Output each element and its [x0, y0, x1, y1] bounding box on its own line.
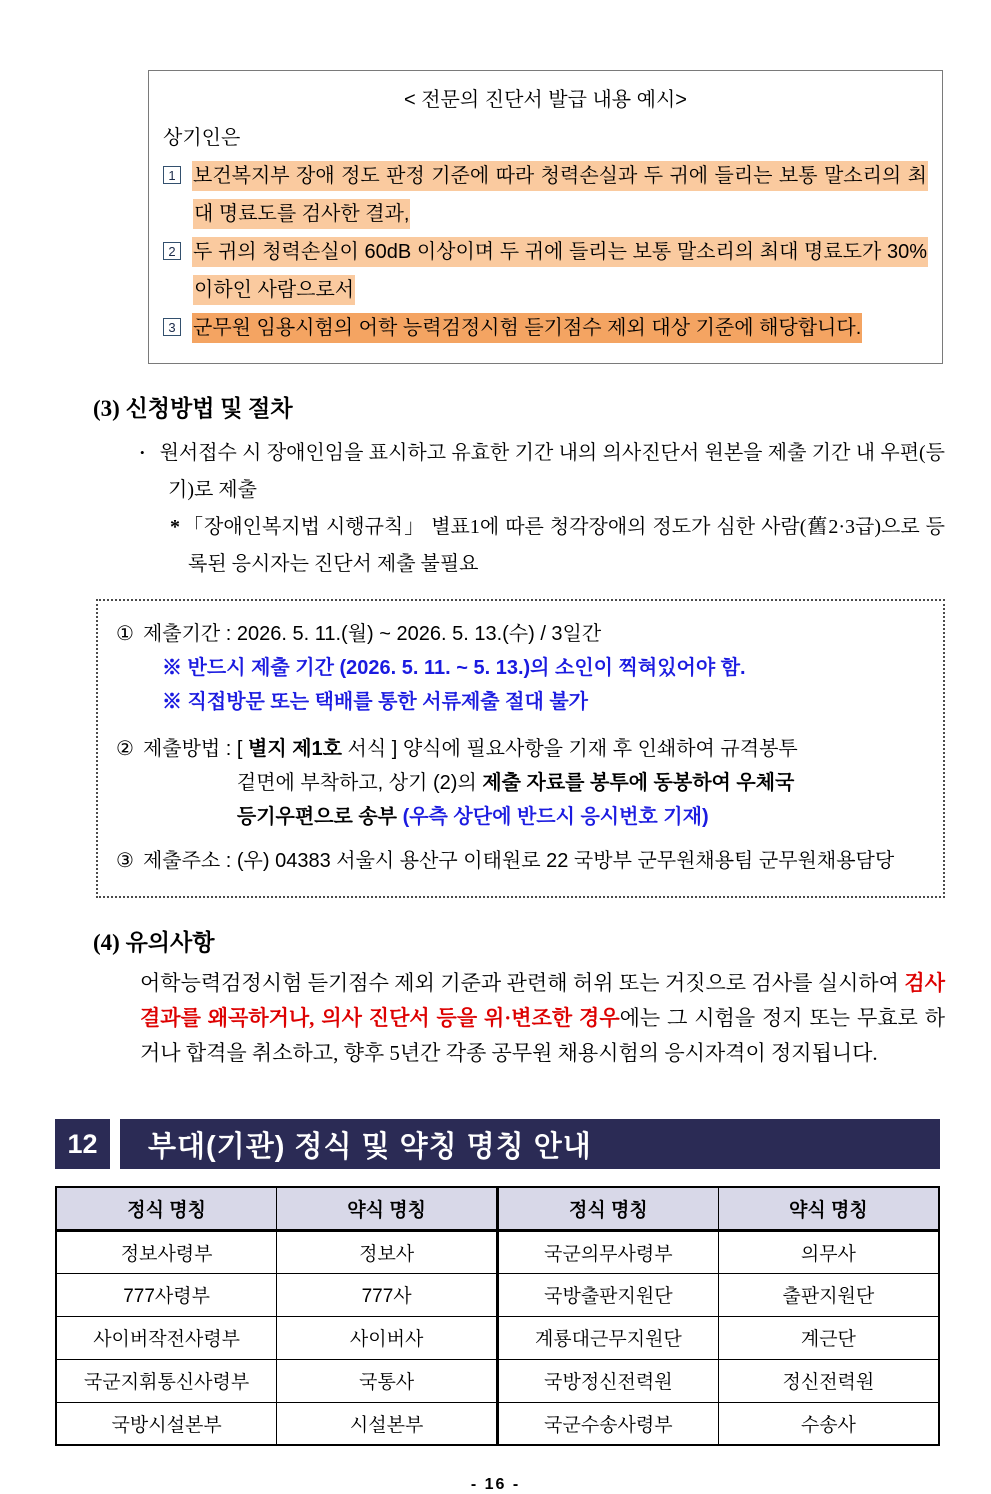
method-line1-post: 서식 ] 양식에 필요사항을 기재 후 인쇄하여 규격봉투	[341, 738, 798, 760]
cell-official-1: 국군지휘통신사령부	[56, 1359, 277, 1402]
precautions-text-red: 검사결과를 왜곡하거나, 의사 진단서 등을 위·변조한 경우	[140, 971, 945, 1030]
cell-short-1: 국통사	[277, 1359, 498, 1402]
precautions-text-pre: 어학능력검정시험 듣기점수 제외 기준과 관련해 허위 또는 거짓으로 검사를 실시하여	[140, 971, 905, 995]
example-item-2	[163, 233, 928, 309]
section-3-heading: (3) 신청방법 및 절차	[93, 396, 293, 421]
submission-method-line-1	[237, 732, 925, 766]
section-4-heading: (4) 유의사항	[93, 930, 215, 955]
method-line3-blue-note: (우측 상단에 반드시 응시번호 기재)	[402, 806, 709, 828]
header-short-name-2: 약식 명칭	[718, 1187, 939, 1230]
boxed-number-3: 3	[163, 318, 181, 336]
boxed-number-1: 1	[163, 166, 181, 184]
example-item-1	[163, 157, 928, 233]
cell-official-2: 국군의무사령부	[498, 1230, 719, 1273]
example-item-3	[163, 309, 928, 347]
cell-official-1: 국방시설본부	[56, 1402, 277, 1445]
section-12-title: 부대(기관) 정식 및 약칭 명칭 안내	[120, 1119, 940, 1169]
cell-official-2: 계룡대근무지원단	[498, 1316, 719, 1359]
method-line1-form-name: 별지 제1호	[248, 738, 342, 760]
method-line1-pre: [	[236, 738, 249, 760]
header-official-name-2: 정식 명칭	[498, 1187, 719, 1230]
cell-short-1: 시설본부	[277, 1402, 498, 1445]
cell-short-1: 사이버사	[277, 1316, 498, 1359]
table-row	[56, 1316, 939, 1359]
submission-method-line-3	[237, 800, 925, 834]
precautions-text-post: 에는 그 시험을 정지 또는 무효로 하거나 합격을 취소하고, 향후 5년간 각종 공무원 채용시험의 응시자격이 정지됩니다.	[140, 1006, 945, 1065]
submission-address-text: 제출주소 : (우) 04383 서울시 용산구 이태원로 22 국방부 군무원채용팀 군무원채용담당	[142, 850, 895, 872]
cell-short-2: 수송사	[718, 1402, 939, 1445]
submission-address-row	[116, 844, 925, 878]
table-row	[56, 1359, 939, 1402]
cell-short-1: 정보사	[277, 1230, 498, 1273]
table-row	[56, 1402, 939, 1445]
cell-short-2: 정신전력원	[718, 1359, 939, 1402]
submission-note-postmark: ※ 반드시 제출 기간 (2026. 5. 11. ~ 5. 13.)의 소인이 찍혀있어야 함.	[162, 657, 746, 679]
application-note-text: 「장애인복지법 시행규칙」 별표1에 따른 청각장애의 정도가 심한 사람(舊2·3급)으로 등록된 응시자는 진단서 제출 불필요	[182, 516, 945, 575]
circled-number-2-icon: ②	[116, 738, 134, 760]
cell-official-2: 국방정신전력원	[498, 1359, 719, 1402]
submission-method-row	[116, 732, 925, 834]
cell-official-1: 777사령부	[56, 1273, 277, 1316]
circled-number-3-icon: ③	[116, 850, 134, 872]
example-item-2-text: 두 귀의 청력손실이 60dB 이상이며 두 귀에 들리는 보통 말소리의 최대 명료도가 30% 이하인 사람으로서	[192, 237, 928, 305]
table-header-row	[56, 1187, 939, 1230]
submission-note-no-visit: ※ 직접방문 또는 택배를 통한 서류제출 절대 불가	[162, 691, 588, 713]
section-12-banner	[55, 1119, 940, 1169]
application-note-paragraph	[170, 509, 945, 583]
cell-short-2: 출판지원단	[718, 1273, 939, 1316]
page-number: - 16 -	[470, 1476, 521, 1493]
example-box-title: < 전문의 진단서 발급 내용 예시>	[404, 89, 687, 111]
example-box-intro: 상기인은	[163, 127, 241, 149]
submission-period-text: 제출기간 : 2026. 5. 11.(월) ~ 2026. 5. 13.(수) / 3일간	[142, 623, 602, 645]
circled-number-1-icon: ①	[116, 623, 134, 645]
bullet-icon: •	[140, 445, 145, 460]
header-short-name-1: 약식 명칭	[277, 1187, 498, 1230]
cell-official-1: 사이버작전사령부	[56, 1316, 277, 1359]
example-item-3-text: 군무원 임용시험의 어학 능력검정시험 듣기점수 제외 대상 기준에 해당합니다.	[192, 313, 862, 343]
submission-method-content	[237, 732, 925, 834]
cell-official-2: 국군수송사령부	[498, 1402, 719, 1445]
method-line2-bold: 제출 자료를 봉투에 동봉하여 우체국	[482, 772, 795, 794]
cell-short-2: 계근단	[718, 1316, 939, 1359]
cell-official-1: 정보사령부	[56, 1230, 277, 1273]
method-line3-bold: 등기우편으로 송부	[236, 806, 403, 828]
example-item-1-text: 보건복지부 장애 정도 판정 기준에 따라 청력손실과 두 귀에 들리는 보통 말소리의 최대 명료도를 검사한 결과,	[192, 161, 928, 229]
cell-official-2: 국방출판지원단	[498, 1273, 719, 1316]
header-official-name-1: 정식 명칭	[56, 1187, 277, 1230]
table-row	[56, 1230, 939, 1273]
document-page	[0, 70, 991, 1493]
section-12-number: 12	[55, 1119, 110, 1169]
application-bullet-text: 원서접수 시 장애인임을 표시하고 유효한 기간 내의 의사진단서 원본을 제출 기간 내 우편(등기)로 제출	[159, 442, 945, 501]
application-bullet-paragraph	[140, 434, 945, 509]
cell-short-1: 777사	[277, 1273, 498, 1316]
unit-names-table	[55, 1186, 940, 1446]
boxed-number-2: 2	[163, 242, 181, 260]
asterisk-icon: *	[170, 516, 180, 538]
diagnosis-example-box	[148, 70, 943, 364]
submission-method-label: 제출방법 :	[142, 738, 237, 760]
cell-short-2: 의무사	[718, 1230, 939, 1273]
submission-period-row	[116, 617, 925, 651]
submission-method-line-2	[237, 766, 925, 800]
method-line2-pre: 겉면에 부착하고, 상기 (2)의	[236, 772, 483, 794]
submission-details-box	[96, 599, 945, 898]
precautions-paragraph	[140, 966, 945, 1071]
table-row	[56, 1273, 939, 1316]
